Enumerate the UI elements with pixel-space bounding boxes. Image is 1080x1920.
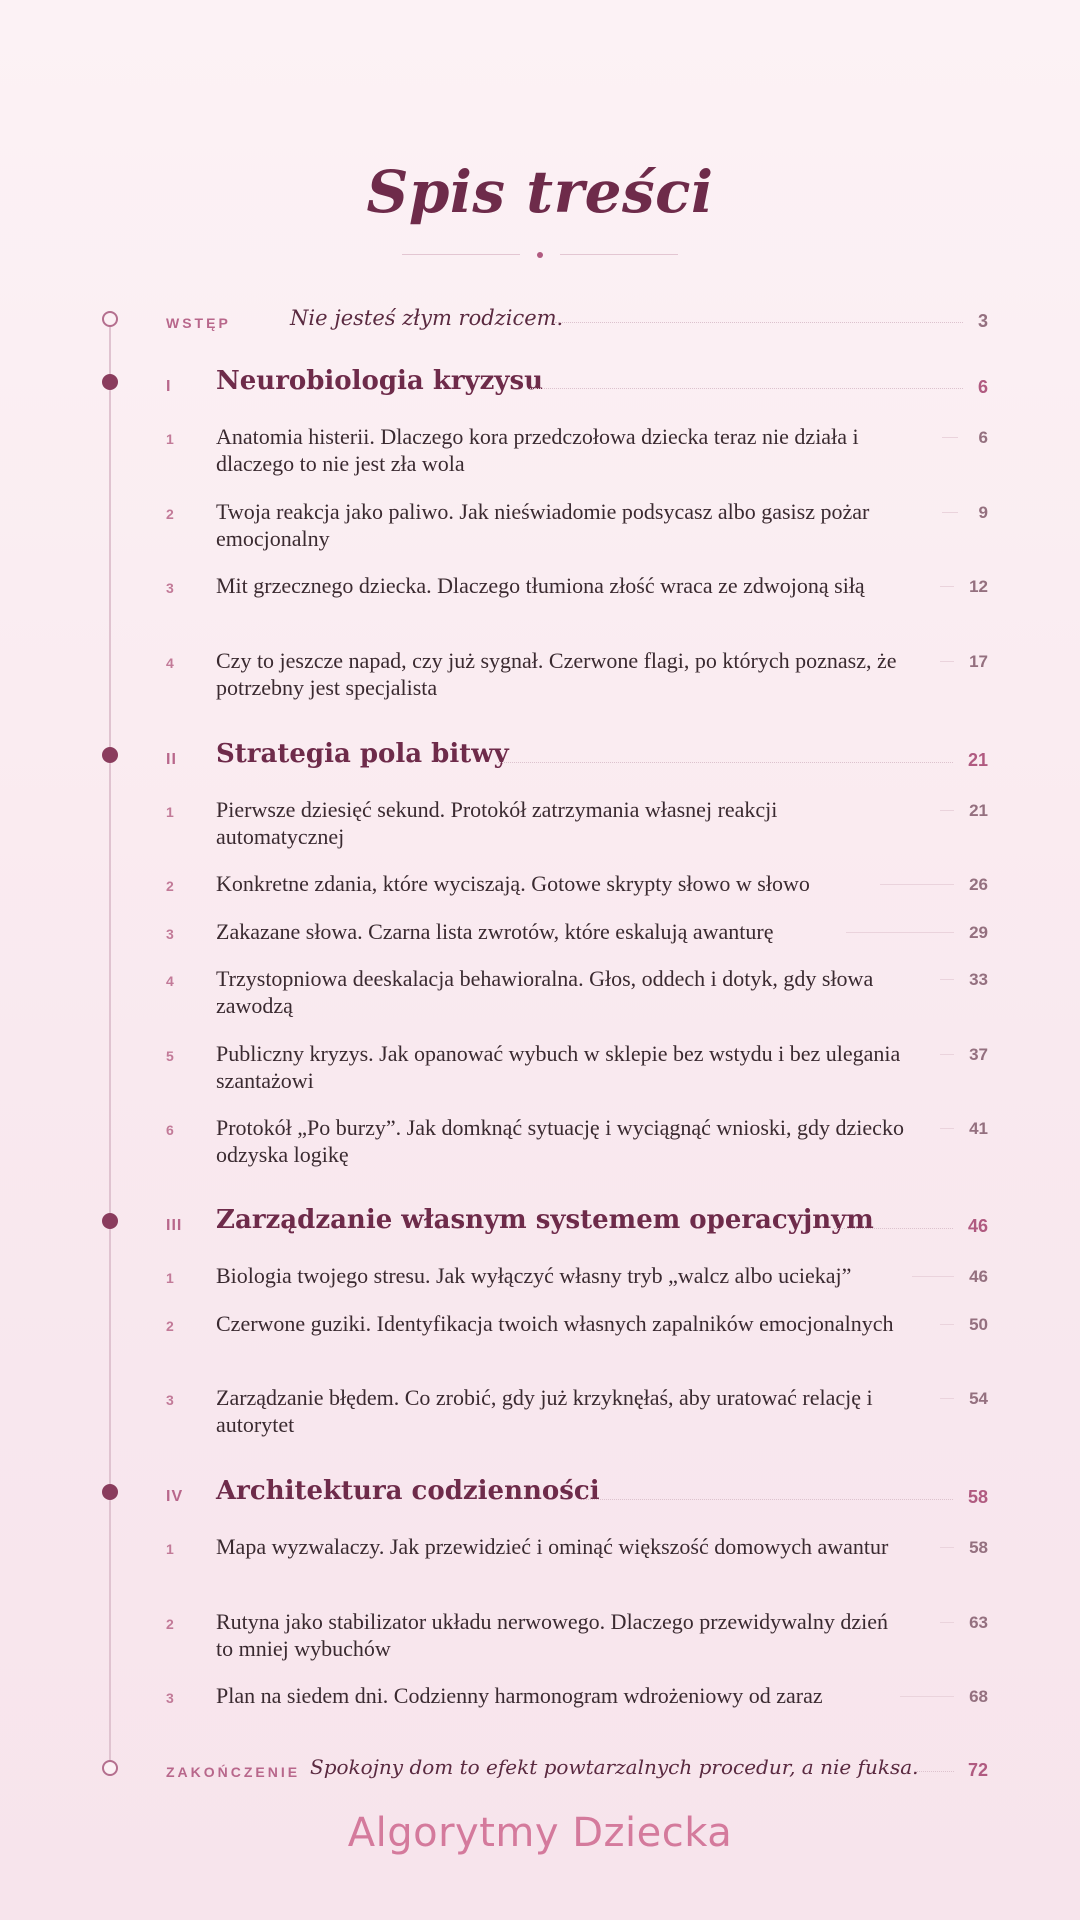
chapter-title[interactable]: Czy to jeszcze napad, czy już sygnał. Czerwone flagi, po których poznasz, że potrzebny jest specjalista <box>216 648 897 700</box>
part-roman: III <box>166 1217 183 1234</box>
part-leader <box>580 1499 953 1500</box>
chapter-title[interactable]: Zakazane słowa. Czarna lista zwrotów, które eskalują awanturę <box>216 919 774 944</box>
part-marker <box>102 1484 118 1500</box>
chapter-leader <box>940 1398 954 1399</box>
chapter-title[interactable]: Biologia twojego stresu. Jak wyłączyć własny tryb „walcz albo uciekaj” <box>216 1263 852 1288</box>
chapter-page: 68 <box>969 1687 988 1706</box>
conclusion-label: ZAKOŃCZENIE <box>166 1764 301 1780</box>
chapter-leader <box>880 884 954 885</box>
intro-page: 3 <box>977 311 988 331</box>
intro-marker <box>102 311 118 327</box>
part-title[interactable]: Zarządzanie własnym systemem operacyjnym <box>216 1205 874 1235</box>
chapter-number: 5 <box>166 1048 174 1064</box>
chapter-title[interactable]: Rutyna jako stabilizator układu nerwowego. Dlaczego przewidywalny dzień to mniej wybuchów <box>216 1609 888 1661</box>
chapter-page: 26 <box>969 875 988 894</box>
chapter-title[interactable]: Protokół „Po burzy”. Jak domknąć sytuację i wyciągnąć wnioski, gdy dziecko odzyska logikę <box>216 1115 904 1167</box>
chapter-leader <box>942 512 958 513</box>
chapter-title[interactable]: Plan na siedem dni. Codzienny harmonogram wdrożeniowy od zaraz <box>216 1683 823 1708</box>
chapter-title[interactable]: Konkretne zdania, które wyciszają. Gotowe skrypty słowo w słowo <box>216 871 810 896</box>
intro-text[interactable]: Nie jesteś złym rodzicem. <box>290 306 564 330</box>
part-page: 6 <box>977 377 988 397</box>
part-roman: IV <box>166 1488 184 1505</box>
chapter-leader <box>912 1276 954 1277</box>
chapter-number: 3 <box>166 1392 174 1408</box>
chapter-page: 37 <box>969 1045 988 1064</box>
chapter-page: 6 <box>978 428 988 447</box>
chapter-number: 4 <box>166 655 174 671</box>
chapter-page: 58 <box>969 1538 988 1557</box>
chapter-title[interactable]: Publiczny kryzys. Jak opanować wybuch w sklepie bez wstydu i bez ulegania szantażowi <box>216 1041 901 1093</box>
part-leader <box>530 388 963 389</box>
chapter-title[interactable]: Twoja reakcja jako paliwo. Jak nieświadomie podsycasz albo gasisz pożar emocjonalny <box>216 499 870 551</box>
chapter-title[interactable]: Anatomia histerii. Dlaczego kora przedczołowa dziecka teraz nie działa i dlaczego to nie jest zła wola <box>216 424 859 476</box>
chapter-title[interactable]: Mapa wyzwalaczy. Jak przewidzieć i ominąć większość domowych awantur <box>216 1534 889 1559</box>
chapter-number: 3 <box>166 1690 174 1706</box>
part-title[interactable]: Neurobiologia kryzysu <box>216 366 544 396</box>
part-leader <box>498 762 953 763</box>
chapter-leader <box>940 979 954 980</box>
chapter-number: 1 <box>166 431 174 447</box>
chapter-leader <box>940 810 954 811</box>
brand-logo: Algorytmy Dziecka <box>347 1810 733 1856</box>
conclusion-marker <box>102 1760 118 1776</box>
timeline-line <box>109 320 111 1768</box>
conclusion-page: 72 <box>967 1760 988 1780</box>
chapter-page: 54 <box>969 1389 988 1408</box>
chapter-title[interactable]: Pierwsze dziesięć sekund. Protokół zatrzymania własnej reakcji automatycznej <box>216 797 778 849</box>
part-marker <box>102 374 118 390</box>
conclusion-leader <box>914 1771 954 1772</box>
chapter-leader <box>940 661 954 662</box>
chapter-page: 63 <box>969 1613 988 1632</box>
part-title[interactable]: Architektura codzienności <box>216 1476 600 1506</box>
chapter-page: 9 <box>978 503 988 522</box>
chapter-number: 2 <box>166 506 174 522</box>
chapter-title[interactable]: Mit grzecznego dziecka. Dlaczego tłumiona złość wraca ze zdwojoną siłą <box>216 573 865 598</box>
chapter-page: 12 <box>969 577 988 596</box>
chapter-leader <box>940 1054 954 1055</box>
part-page: 58 <box>967 1487 988 1507</box>
part-marker <box>102 1213 118 1229</box>
part-roman: II <box>166 751 177 768</box>
part-marker <box>102 747 118 763</box>
chapter-leader <box>940 1622 954 1623</box>
chapter-number: 1 <box>166 1541 174 1557</box>
chapter-leader <box>846 932 954 933</box>
chapter-leader <box>900 1696 954 1697</box>
chapter-leader <box>942 437 958 438</box>
part-title[interactable]: Strategia pola bitwy <box>216 739 509 769</box>
part-roman: I <box>166 378 172 395</box>
chapter-title[interactable]: Zarządzanie błędem. Co zrobić, gdy już krzyknęłaś, aby uratować relację i autorytet <box>216 1385 873 1437</box>
chapter-leader <box>940 1324 954 1325</box>
chapter-page: 29 <box>969 923 988 942</box>
chapter-number: 2 <box>166 878 174 894</box>
chapter-page: 21 <box>969 801 988 820</box>
chapter-number: 3 <box>166 580 174 596</box>
chapter-title[interactable]: Trzystopniowa deeskalacja behawioralna. Głos, oddech i dotyk, gdy słowa zawodzą <box>216 966 874 1018</box>
chapter-number: 2 <box>166 1318 174 1334</box>
chapter-leader <box>940 1547 954 1548</box>
conclusion-text[interactable]: Spokojny dom to efekt powtarzalnych procedur, a nie fuksa. <box>310 1755 919 1779</box>
intro-label: WSTĘP <box>166 315 231 331</box>
title-ornament <box>400 250 680 260</box>
page-title: Spis treści <box>366 158 714 226</box>
part-page: 46 <box>967 1216 988 1236</box>
chapter-page: 50 <box>969 1315 988 1334</box>
chapter-number: 1 <box>166 1270 174 1286</box>
chapter-leader <box>940 1128 954 1129</box>
chapter-number: 1 <box>166 804 174 820</box>
chapter-page: 41 <box>969 1119 988 1138</box>
chapter-page: 17 <box>969 652 988 671</box>
intro-leader <box>555 322 963 323</box>
chapter-number: 2 <box>166 1616 174 1632</box>
chapter-number: 4 <box>166 973 174 989</box>
chapter-number: 6 <box>166 1122 174 1138</box>
part-leader <box>834 1228 953 1229</box>
chapter-page: 33 <box>969 970 988 989</box>
chapter-title[interactable]: Czerwone guziki. Identyfikacja twoich własnych zapalników emocjonalnych <box>216 1311 894 1336</box>
part-page: 21 <box>967 750 988 770</box>
chapter-page: 46 <box>969 1267 988 1286</box>
chapter-leader <box>940 586 954 587</box>
chapter-number: 3 <box>166 926 174 942</box>
